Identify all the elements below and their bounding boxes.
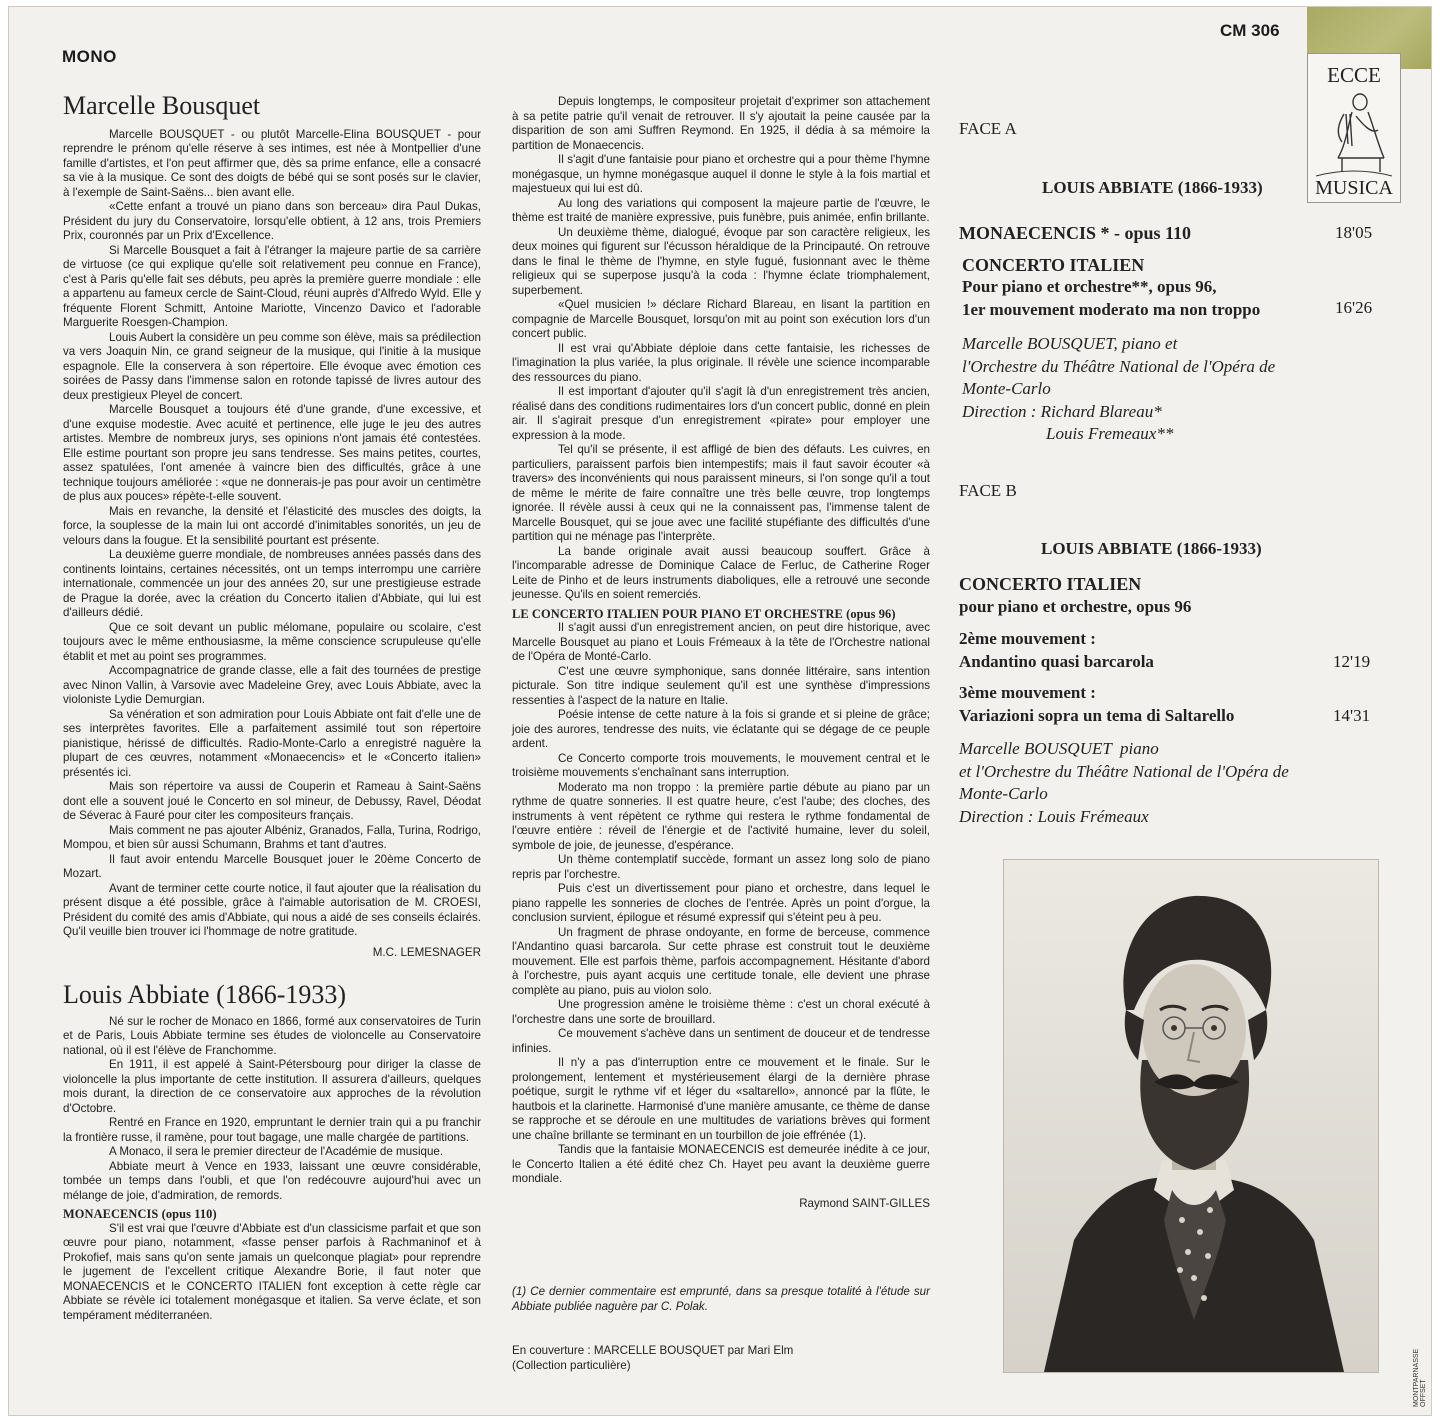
face-a-work1: MONAECENCIS * - opus 110 [959,223,1192,243]
notes-paragraph: Il s'agit aussi d'un enregistrement ancien, on peut dire historique, avec Marcelle Bousquet au piano et Louis Frémeaux à la tête de l'Orchestre national de l'Opéra de Monté-Carlo. [512,621,930,663]
bio-paragraph: Que ce soit devant un public mélomane, populaire ou scolaire, c'est toujours avec le même enthousiasme, la même conscience scrupuleuse qu'elle établit et met au point ses programmes. [63,620,481,663]
album-back-cover [8,6,1432,1416]
face-b-work-title: CONCERTO ITALIEN [959,574,1142,594]
monaecencis-heading: MONAECENCIS (opus 110) [63,1207,217,1221]
face-a-performer-line: Marcelle BOUSQUET, piano et [962,334,1178,353]
notes-paragraph: Un deuxième thème, dialogué, évoque par son caractère religieux, les deux moines qui figurent sur l'écusson héraldique de la Principauté. On retrouve dans le final le thème de l'hymne, en style fugué, fusionnant avec le thème religieux qui se superpose jusqu'à la coda : l'hymne éclate triomphalement, superbement. [512,225,930,297]
bio-paragraph: Accompagnatrice de grande classe, elle a fait des tournées de prestige avec Ninon Vallin, à Varsovie avec Madeleine Grey, avec Louis Abbiate, avec la violoniste Lydie Demurgian. [63,664,481,706]
face-b-performer-line: et l'Orchestre du Théâtre National de l'Opéra de [959,761,1289,781]
logo-top-text: ECCE [1327,63,1381,87]
cover-credit: En couverture : MARCELLE BOUSQUET par Mari Elm [512,1344,794,1357]
monaecencis-notes [512,95,930,603]
printer-mark: MONTPARNASSE OFFSET [1413,1348,1427,1407]
bio-paragraph: La deuxième guerre mondiale, de nombreuses années passés dans des continents lointains, certaines nécessités, ont un temps interrompu une carrière internationale, commencée un jour des années 20, sur une prestigieuse estrade de Prague la dorée, avec la création du Concerto italien d'Abbiate, qui lui est d'ailleurs dédié. [63,548,481,619]
bio-paragraph: «Cette enfant a trouvé un piano dans son berceau» dira Paul Dukas, Président du jury du Conservatoire, lorsqu'elle obtient, à 12 ans, trois Premiers Prix, couronnés par un Prix d'Excellence. [63,200,481,242]
face-b-performers [959,738,1289,828]
face-b-mvt3-title: Variazioni sopra un tema di Saltarello [959,706,1235,725]
face-b-composer: LOUIS ABBIATE (1866-1933) [1041,539,1262,558]
notes-paragraph: Un fragment de phrase ondoyante, en forme de berceuse, commence l'Andantino quasi barcarola. Sur cette phrase est construit tout le deuxième mouvement. Elle est parfois thème, parfois accompagnement. Hésitante d'abord à l'orchestre, puis ayant acquis une certitude tonale, elle devient une phrase complète au piano, puis au violon solo. [512,925,930,997]
face-b-mvt3-label: 3ème mouvement : [959,683,1096,702]
abbiate-paragraph: En 1911, il est appelé à Saint-Pétersbourg pour diriger la classe de violoncelle la plus importante de cette institution. Il assurera d'ailleurs, quelques mois durant, la direction de ce conservatoire aux approches de la révolution d'Octobre. [63,1058,481,1115]
abbiate-paragraph: Né sur le rocher de Monaco en 1866, formé aux conservatoires de Turin et de Paris, Louis Abbiate termine ses études de violoncelle au Conservatoire national, où il est l'élève de Franchomme. [63,1014,481,1057]
concerto-notes [512,621,930,1187]
ecce-musica-logo [1307,53,1401,203]
face-a-performer-line: Louis Fremeaux** [1046,424,1174,443]
notes-paragraph: Tel qu'il se présente, il est affligé de bien des défauts. Les cuivres, en particuliers, paraissent parfois bien intempestifs; mais il faut savoir écouter «à travers» des inconvénients qui nous paraissent mineurs, si l'on songe qu'il a tout de même le mérite de faire connaître une très belle œuvre, trop longtemps ignorée. Il révèle aussi à ceux qui ne la connaissent pas, l'immense talent de Marcelle Bousquet, qui se joue avec une facilité stupéfiante des difficultés d'une partition qui ne ménage pas l'interprète. [512,443,930,543]
bio-paragraph: Mais comment ne pas ajouter Albéniz, Granados, Falla, Turina, Rodrigo, Mompou, et bien sûr aussi Schumann, Brahms et tant d'autres. [63,823,481,851]
face-b-performer-line: Monte-Carlo [959,784,1048,803]
face-a-work1-duration: 18'05 [1335,223,1373,242]
bio-paragraph: Marcelle BOUSQUET - ou plutôt Marcelle-Elina BOUSQUET - pour reprendre le prénom qu'elle réserve à ses intimes, est née à Montpellier d'une famille d'artistes, et l'on peut affirmer que, dès sa prime enfance, elle a consacré sa vie à la musique. Ce sont des doigts de bébé qui se sont posés sur le clavier, à l'exemple de Saint-Saëns... bien avant elle. [63,127,481,199]
notes-paragraph: «Quel musicien !» déclare Richard Blareau, en lisant la partition en compagnie de Marcelle Bousquet, lorsqu'on mit au point son exécution lors d'un concert public. [512,298,930,340]
abbiate-title: Louis Abbiate (1866-1933) [63,980,347,1009]
bio-paragraph: Mais son répertoire va aussi de Couperin et Rameau à Saint-Saëns dont elle a souvent joué le Concerto en sol mineur, de Debussy, Ravel, Déodat de Séverac à Fauré pour citer les compositeurs français. [63,780,481,822]
bio-paragraph: Avant de terminer cette courte notice, il faut ajouter que la réalisation du présent disque a été possible, grâce à l'aimable autorisation de M. CROESI, Président du comité des amis d'Abbiate, qui nous a aidé de ses conseils éclairés. Qu'il veuille bien trouver ici l'hommage de notre gratitude. [63,881,481,938]
abbiate-portrait-photo [1003,859,1379,1373]
notes-paragraph: Il s'agit d'une fantaisie pour piano et orchestre qui a pour thème l'hymne monégasque, un hymne monégasque auquel il donne le style à la fois martial et majestueux qui lui est dû. [512,153,930,195]
notes-paragraph: Il est important d'ajouter qu'il s'agit là d'un enregistrement très ancien, réalisé dans des conditions rudimentaires lors d'un concert public, donné en plein air. Il s'agirait presque d'un enregistrement «pirate» pour employer une expression à la mode. [512,385,930,442]
abbiate-paragraph: Rentré en France en 1920, empruntant le dernier train qui a pu franchir la frontière russe, il ramène, pour tout bagage, une malle chargée de partitions. [63,1116,481,1144]
abbiate-paragraph: Abbiate meurt à Vence en 1933, laissant une œuvre considérable, tombée un temps dans l'oubli, et que l'on redécouvre aujourd'hui avec un mélange de joie, d'admiration, de remords. [63,1159,481,1202]
footnote: (1) Ce dernier commentaire est emprunté, dans sa presque totalité à l'étude sur Abbiate publiée naguère par C. Polak. [512,1285,930,1313]
face-a-work2-line2: 1er mouvement moderato ma non troppo [962,300,1261,319]
bio-paragraph: Si Marcelle Bousquet a fait à l'étranger la majeure partie de sa carrière de virtuose (ce qui explique qu'elle soit relativement peu connue en France), c'est à Paris qu'elle fait ses débuts, peu après la première guerre mondiale : elle a appartenu au fameux cercle de Saint-Cloud, réuni auprès d'Alfredo Wyld. Elle y fréquente Florent Schmitt, Antoine Mariotte, Vincenzo Davico et l'adorable Marguerite Roesgen-Champion. [63,243,481,329]
face-b-mvt3-duration: 14'31 [1333,706,1371,725]
notes-signature: Raymond SAINT-GILLES [799,1196,930,1210]
notes-paragraph: Au long des variations qui composent la majeure partie de l'œuvre, le thème est traité de manière expressive, puis funèbre, puis animée, enfin brillante. [512,196,930,224]
notes-paragraph: Puis c'est un divertissement pour piano et orchestre, dans lequel le piano rappelle les sonneries de cloches de l'entrée. Après un point d'orgue, la conclusion survient, épilogue et résumé expressif qui s'éteint peu à peu. [512,882,930,924]
biography-column [63,91,481,1323]
bio-signature: M.C. LEMESNAGER [372,945,481,959]
abbiate-biography [63,1015,481,1204]
notes-paragraph: C'est une œuvre symphonique, sans donnée littéraire, sans intention picturale. Son titre indique seulement qu'il est une synthèse d'impressions ressenties à l'aspect de la nature en Italie. [512,664,930,707]
bio-paragraph: Sa vénération et son admiration pour Louis Abbiate ont fait d'elle une de ses interprètes favorites. Elle a parfaitement assimilé tout son répertoire pianistique, hérissé de difficultés. Radio-Monte-Carlo a enregistré naguère la plupart de ces œuvres, notamment «Monaecencis» et le «Concerto italien» présentés ici. [63,707,481,779]
face-b-mvt2-label: 2ème mouvement : [959,629,1096,648]
notes-paragraph: Tandis que la fantaisie MONAECENCIS est demeurée inédite à ce jour, le Concerto Italien a été édité chez Ch. Hayet peu avant la deuxième guerre mondiale. [512,1143,930,1185]
face-a-composer: LOUIS ABBIATE (1866-1933) [1042,178,1263,197]
notes-paragraph: La bande originale avait aussi beaucoup souffert. Grâce à l'incomparable adresse de Dominique Calace de Ferluc, de Catherine Roger Leite de Pinho et de leurs instruments diaboliques, elle a retrouvé une seconde jeunesse. Qu'ils en soient remerciés. [512,544,930,601]
face-b-label: FACE B [959,481,1017,500]
notes-paragraph: Ce Concerto comporte trois mouvements, le mouvement central et le troisième mouvements s'enchaînant sans interruption. [512,751,930,779]
face-a-performer-line: Direction : Richard Blareau* [962,401,1162,421]
bio-paragraph: Marcelle Bousquet a toujours été d'une grande, d'une excessive, et d'une exquise modestie. Avec acuité et pertinence, elle juge le jeu des autres artistes. Membre de nombreux jurys, ses opinions n'ont jamais été contestées. Elle estime pourtant son propre jeu sans tendresse. Ses mains petites, courtes, assez spatulées, l'ont amenée à vaincre bien des difficultés, grâce à une technique toujours améliorée : «que ne donnerais-je pas pour avoir un centimètre de plus aux pouces» répète-t-elle souvent. [63,403,481,503]
notes-paragraph: Poésie intense de cette nature à la fois si grande et si pleine de grâce; joie des aurores, tendresse des nuits, vie éclatante qui se dégage de ce peuple ardent. [512,708,930,750]
notes-paragraph: Un thème contemplatif succède, formant un assez long solo de piano repris par l'orchestre. [512,853,930,881]
bousquet-biography [63,128,481,940]
bio-paragraph: Louis Aubert la considère un peu comme son élève, mais sa prédilection va vers Joaquin Nin, ce grand seigneur de la musique, qui l'initie à la musique espagnole. Elle la conservera à son répertoire. Elle évoque avec émotion ces soirées de Passy dans l'immense salon en rotonde tapissé de livres autour des deux prestigieux Pleyel de concert. [63,330,481,402]
logo-bottom-text: MUSICA [1315,177,1393,199]
cover-collection: (Collection particulière) [512,1358,631,1372]
notes-paragraph: Il est vrai qu'Abbiate déploie dans cette fantaisie, les richesses de l'imagination la plus variée, la plus originale. Il révèle une science incomparable des ressources du piano. [512,341,930,384]
face-b-performer-line: Direction : Louis Frémeaux [959,806,1149,826]
notes-paragraph: Moderato ma non troppo : la première partie débute au piano par un rythme de quatre sonneries. Il est quatre heure, c'est l'aube; des cloches, des instruments à vent répètent ce rythme qui restera le rythme fondamental de l'œuvre entière : réveil de l'énergie et de l'activité humaine, lever du soleil, symbole de joie, de jeunesse, d'espérance. [512,780,930,852]
notes-column [512,95,930,1373]
face-b-performer-line: Marcelle BOUSQUET piano [959,739,1159,758]
monaecencis-intro: S'il est vrai que l'œuvre d'Abbiate est d'un classicisme parfait et que son œuvre pour piano, notamment, «fasse penser parfois à Rachmaninof et à Prokofief, mais sans qu'on sente jamais un quelconque plagiat» pour reprendre le jugement de l'excellent critique Alexandre Borie, il faut noter que MONAECENCIS et le CONCERTO ITALIEN font exception à cette règle car Abbiate se révèle ici totalement monégasque et italien. Sa verve éclate, et son tempérament méditerranéen. [63,1221,481,1322]
face-b-mvt2-duration: 12'19 [1333,652,1371,671]
bousquet-title: Marcelle Bousquet [63,91,261,120]
notes-paragraph: Ce mouvement s'achève dans un sentiment de douceur et de tendresse infinies. [512,1027,930,1055]
face-b-work-subtitle: pour piano et orchestre, opus 96 [959,597,1192,616]
face-b-mvt2-title: Andantino quasi barcarola [959,652,1154,671]
lyre-figure-icon [1338,94,1384,172]
concerto-heading: LE CONCERTO ITALIEN POUR PIANO ET ORCHESTRE (opus 96) [512,606,896,621]
face-a-work2-title: CONCERTO ITALIEN [962,255,1145,275]
face-a-performers [962,333,1275,446]
bio-paragraph: Mais en revanche, la densité et l'élasticité des muscles des doigts, la force, la souplesse de la main lui ont accordé d'inimitables sonorités, un jeu de velours dans la fougue. Et la sensibilité pourtant est présente. [63,504,481,547]
face-a-performer-line: l'Orchestre du Théâtre National de l'Opéra de [962,356,1276,376]
face-a-label: FACE A [959,119,1017,138]
mono-label: MONO [62,47,117,66]
catalog-number: CM 306 [1220,21,1280,40]
notes-paragraph: Une progression amène le troisième thème : c'est un choral exécuté à l'orchestre dans une sorte de brouillard. [512,998,930,1026]
bio-paragraph: Il faut avoir entendu Marcelle Bousquet jouer le 20ème Concerto de Mozart. [63,852,481,880]
face-a-work2-duration: 16'26 [1335,298,1373,317]
face-a-performer-line: Monte-Carlo [962,379,1051,398]
notes-paragraph: Il n'y a pas d'interruption entre ce mouvement et le finale. Sur le prolongement, lentement et mystérieusement élargi de la dernière phrase poétique, surgit le rythme vif et léger du «saltarello», annoncé par la flûte, le hautbois et la clarinette. Harmonisé d'une manière amusante, ce thème de danse se rapproche et se déroule en une multitudes de variations brèves qui forment une chaîne brillante se terminant en un tourbillon de joie effrénée (1). [512,1056,930,1142]
abbiate-paragraph: A Monaco, il sera le premier directeur de l'Académie de musique. [109,1145,444,1158]
notes-paragraph: Depuis longtemps, le compositeur projetait d'exprimer son attachement à sa petite patrie qu'il venait de retrouver. Il s'y ajoutait la peine causée par la disparition de son ami Suffren Reymond. En 1925, il dédia à sa mémoire la partition de Monaecencis. [512,95,930,152]
face-a-work2-line1: Pour piano et orchestre**, opus 96, [962,277,1217,296]
